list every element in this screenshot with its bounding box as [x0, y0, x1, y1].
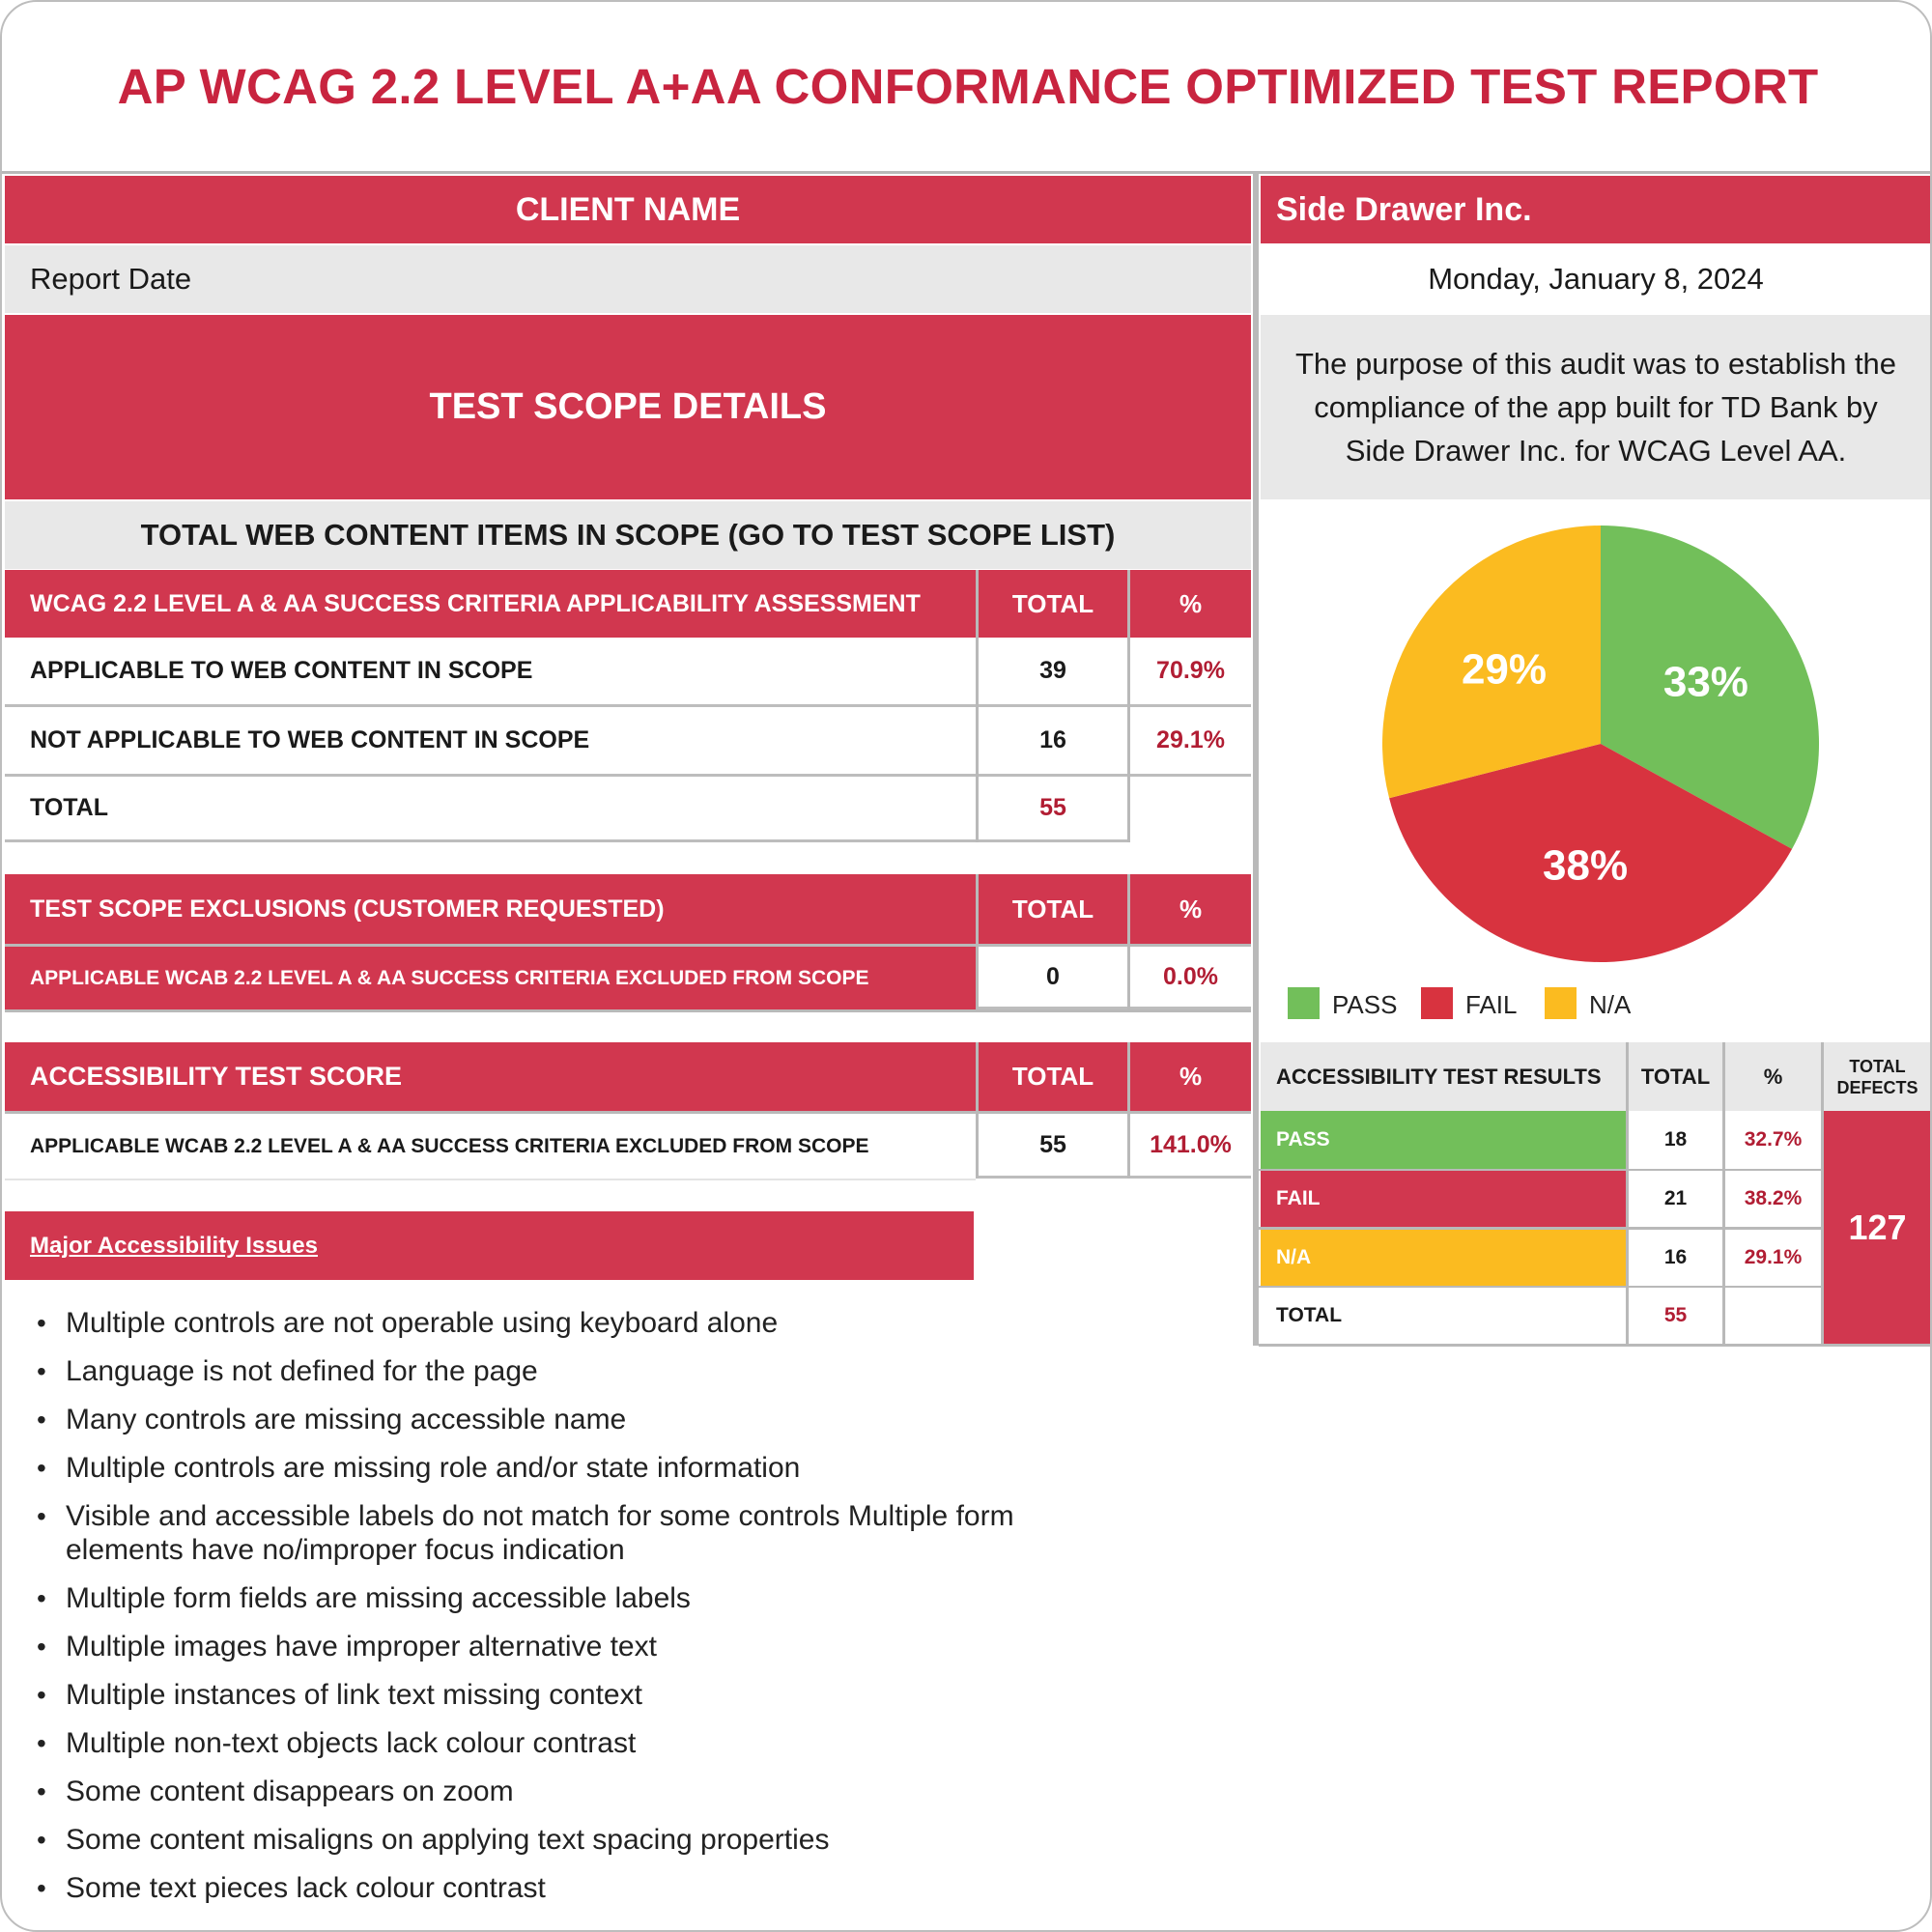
legend-label: N/A — [1589, 990, 1632, 1019]
legend-label: FAIL — [1465, 990, 1518, 1019]
test-scope-heading: TEST SCOPE DETAILS — [5, 315, 1251, 499]
results-total-label: TOTAL — [1276, 1304, 1343, 1326]
client-name-label: CLIENT NAME — [5, 176, 1251, 243]
results-col-pct: % — [1725, 1042, 1821, 1111]
issue-item: • Many controls are missing accessible name — [31, 1403, 1074, 1436]
legend-swatch-pass — [1288, 987, 1320, 1019]
score-header: ACCESSIBILITY TEST SCORE — [5, 1042, 976, 1111]
pie-data-label: 38% — [1543, 841, 1629, 890]
results-grid-line — [1259, 1227, 1824, 1230]
report-title: AP WCAG 2.2 LEVEL A+AA CONFORMANCE OPTIMIZED TEST REPORT — [117, 59, 1819, 114]
results-row-pct: 38.2% — [1744, 1187, 1803, 1209]
report-date-value: Monday, January 8, 2024 — [1428, 262, 1764, 296]
issue-item: • Multiple controls are missing role and/or state information — [31, 1451, 1074, 1485]
results-col-total: TOTAL — [1629, 1042, 1722, 1111]
applicability-total-value: 55 — [979, 777, 1127, 842]
exclusions-header: TEST SCOPE EXCLUSIONS (CUSTOMER REQUESTED) — [5, 874, 976, 944]
results-grid-line — [1259, 1169, 1824, 1171]
issue-item: • Some text pieces lack colour contrast — [31, 1871, 1074, 1905]
results-row-pct: 29.1% — [1744, 1246, 1803, 1268]
legend-label: PASS — [1332, 990, 1398, 1019]
pie-data-label: 33% — [1662, 658, 1748, 706]
issues-list-container — [31, 1306, 1074, 1919]
total-items-label: TOTAL WEB CONTENT ITEMS IN SCOPE (GO TO TEST SCOPE LIST) — [5, 501, 1251, 569]
exclusions-col-sep — [1127, 874, 1130, 1009]
results-row-pass-label: PASS — [1261, 1111, 1626, 1169]
applicability-col-sep — [976, 570, 979, 842]
results-total-value: 55 — [1663, 1304, 1688, 1326]
total-defects-value: 127 — [1824, 1111, 1931, 1344]
exclusions-col-total: TOTAL — [979, 874, 1127, 944]
applicability-total-label: TOTAL — [5, 777, 976, 842]
legend-swatch-na — [1545, 987, 1577, 1019]
report-date-label: Report Date — [5, 245, 1251, 313]
client-name-value: Side Drawer Inc. — [1261, 176, 1931, 243]
pie-data-label: 29% — [1461, 645, 1548, 694]
results-col-sep — [1722, 1042, 1725, 1344]
score-row-total: 55 — [979, 1114, 1127, 1179]
results-grid-line — [1259, 1286, 1824, 1288]
legend-swatch-fail — [1421, 987, 1453, 1019]
applicability-row-label: APPLICABLE TO WEB CONTENT IN SCOPE — [5, 638, 976, 707]
issue-item: • Multiple instances of link text missing context — [31, 1678, 1074, 1712]
score-row-pct: 141.0% — [1130, 1114, 1251, 1179]
score-col-total: TOTAL — [979, 1042, 1127, 1111]
results-col-sep — [1821, 1042, 1824, 1344]
results-col-sep — [1626, 1042, 1629, 1344]
results-row-na-label: N/A — [1261, 1230, 1626, 1286]
exclusions-row-label: APPLICABLE WCAB 2.2 LEVEL A & AA SUCCESS CRITERIA EXCLUDED FROM SCOPE — [5, 947, 976, 1009]
results-pie-chart — [1259, 500, 1931, 1041]
results-grid-line — [1259, 1344, 1931, 1347]
score-row-label: APPLICABLE WCAB 2.2 LEVEL A & AA SUCCESS CRITERIA EXCLUDED FROM SCOPE — [30, 1134, 869, 1157]
exclusions-bottom-line — [5, 1009, 1251, 1012]
issue-item: • Visible and accessible labels do not match for some controls Multiple form elements have no/improper focus indication — [31, 1499, 1070, 1567]
score-bottom-line — [5, 1179, 976, 1180]
applicability-header: WCAG 2.2 LEVEL A & AA SUCCESS CRITERIA APPLICABILITY ASSESSMENT — [5, 570, 976, 638]
results-row-pct: 32.7% — [1744, 1128, 1803, 1151]
exclusions-col-pct: % — [1130, 874, 1251, 944]
results-row-total: 18 — [1663, 1128, 1688, 1151]
score-col-pct: % — [1130, 1042, 1251, 1111]
issue-item: • Multiple images have improper alternative text — [31, 1630, 1074, 1663]
score-col-sep — [1127, 1042, 1130, 1179]
results-header: ACCESSIBILITY TEST RESULTS — [1261, 1042, 1626, 1111]
issue-item: • Multiple non-text objects lack colour contrast — [31, 1726, 1074, 1760]
applicability-col-total: TOTAL — [979, 570, 1127, 638]
issue-item: • Some content misaligns on applying text spacing properties — [31, 1823, 1074, 1857]
exclusions-row-pct: 0.0% — [1130, 947, 1251, 1009]
applicability-col-pct: % — [1130, 570, 1251, 638]
exclusions-col-sep — [976, 874, 979, 1009]
applicability-row-pct: 29.1% — [1130, 707, 1251, 777]
applicability-row-pct: 70.9% — [1130, 638, 1251, 707]
results-col-defects: TOTAL DEFECTS — [1824, 1042, 1931, 1111]
audit-purpose: The purpose of this audit was to establish the compliance of the app built for TD Bank by Side Drawer Inc. for WCAG Level AA. — [1261, 315, 1931, 499]
results-row-fail-label: FAIL — [1261, 1171, 1626, 1227]
issues-heading-bar — [5, 1211, 974, 1280]
issues-list — [31, 1306, 1074, 1905]
issue-item: • Multiple controls are not operable using keyboard alone — [31, 1306, 1074, 1340]
issue-item: • Some content disappears on zoom — [31, 1775, 1074, 1808]
issues-heading: Major Accessibility Issues — [30, 1232, 318, 1259]
applicability-col-sep — [1127, 570, 1130, 842]
applicability-row-total: 16 — [979, 707, 1127, 777]
issue-item: • Multiple form fields are missing accessible labels — [31, 1581, 1074, 1615]
score-col-sep — [976, 1042, 979, 1179]
results-row-total: 16 — [1663, 1246, 1688, 1268]
issue-item: • Language is not defined for the page — [31, 1354, 1074, 1388]
results-row-total: 21 — [1663, 1187, 1688, 1209]
applicability-row-total: 39 — [979, 638, 1127, 707]
title-divider — [2, 171, 1932, 174]
exclusions-row-total: 0 — [979, 947, 1127, 1009]
applicability-row-label: NOT APPLICABLE TO WEB CONTENT IN SCOPE — [5, 707, 976, 777]
